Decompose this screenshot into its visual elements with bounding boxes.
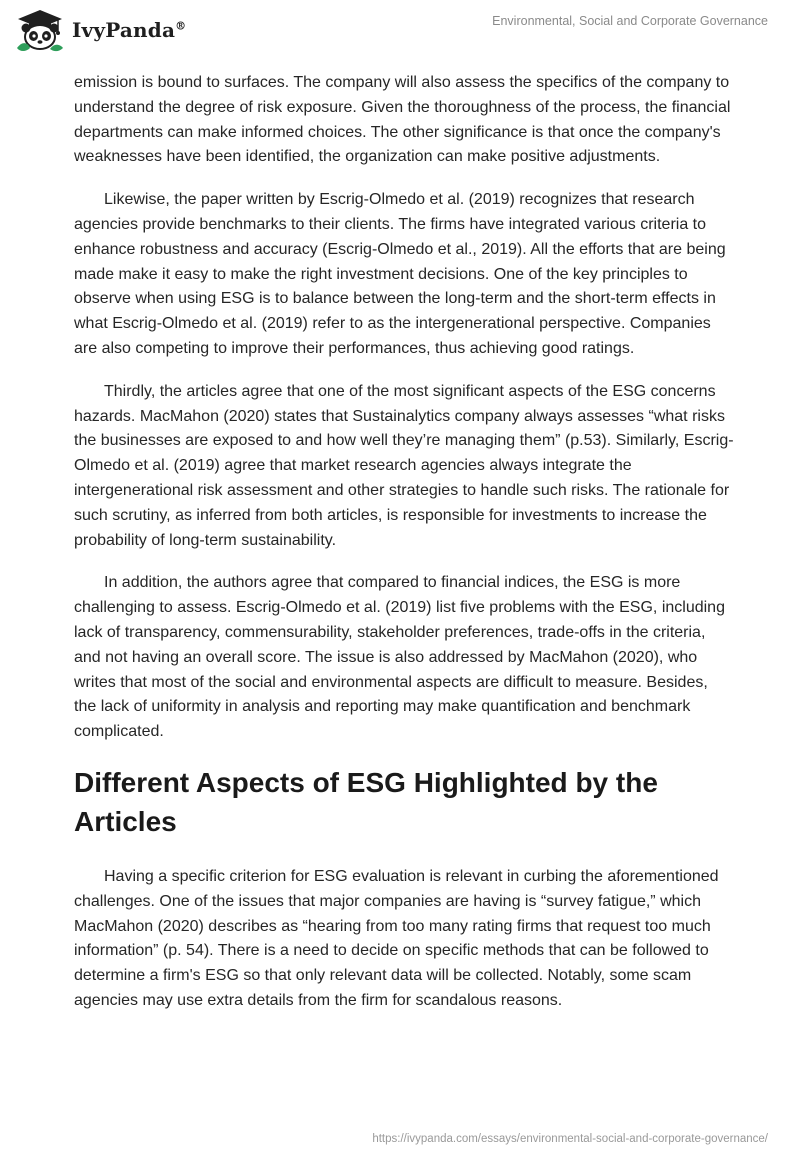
source-url-link[interactable]: https://ivypanda.com/essays/environmental-social-and-corporate-governance/ — [372, 1133, 768, 1145]
logo-text: IvyPanda® — [72, 18, 187, 42]
ivypanda-logo[interactable] — [14, 8, 186, 52]
essay-content — [74, 71, 734, 1014]
page-header — [0, 0, 800, 60]
document-title: Environmental, Social and Corporate Governance — [492, 14, 768, 28]
paragraph: Having a specific criterion for ESG evaluation is relevant in curbing the aforementioned challenges. One of the issues that major companies are having is “survey fatigue,” which MacMahon (2020) describes as “hearing from too many rating firms that request too much information” (p. 54). There is a need to decide on specific methods that can be followed to determine a firm's ESG so that only relevant data will be collected. Notably, some scam agencies may use extra details from the firm for scandalous reasons. — [74, 867, 719, 1009]
paragraph: Likewise, the paper written by Escrig-Olmedo et al. (2019) recognizes that research agencies provide benchmarks to their clients. The firms have integrated various criteria to enhance robustness and accuracy (Escrig-Olmedo et al., 2019). All the efforts that are being made make it easy to make the right investment decisions. One of the key principles to observe when using ESG is to balance between the long-term and the short-term effects in what Escrig-Olmedo et al. (2019) refer to as the intergenerational perspective. Companies are also competing to improve their performances, thus achieving good ratings. — [74, 191, 726, 357]
panda-graduation-cap-icon — [14, 8, 66, 52]
paragraph: emission is bound to surfaces. The company will also assess the specifics of the company to understand the degree of risk exposure. Given the thoroughness of the process, the financial departments can make informed choices. The other significance is that once the company's weaknesses have been identified, the organization can make positive adjustments. — [74, 74, 731, 166]
section-heading: Different Aspects of ESG Highlighted by the Articles — [74, 766, 658, 837]
paragraph: In addition, the authors agree that compared to financial indices, the ESG is more challenging to assess. Escrig-Olmedo et al. (2019) list five problems with the ESG, including lack of transparency, commensurability, stakeholder preferences, trade-offs in the criteria, and not having an overall score. The issue is also addressed by MacMahon (2020), who writes that most of the social and environmental aspects are difficult to measure. Besides, the lack of uniformity in analysis and reporting may make quantification and benchmark complicated. — [74, 574, 725, 741]
paragraph: Thirdly, the articles agree that one of the most significant aspects of the ESG concerns hazards. MacMahon (2020) states that Sustainalytics company always assesses “what risks the businesses are exposed to and how well they’re managing them” (p.53). Similarly, Escrig-Olmedo et al. (2019) agree that market research agencies always integrate the intergenerational risk assessment and other strategies to handle such risks. The rationale for such scrutiny, as inferred from both articles, is responsible for investments to increase the probability of long-term sustainability. — [74, 382, 734, 549]
